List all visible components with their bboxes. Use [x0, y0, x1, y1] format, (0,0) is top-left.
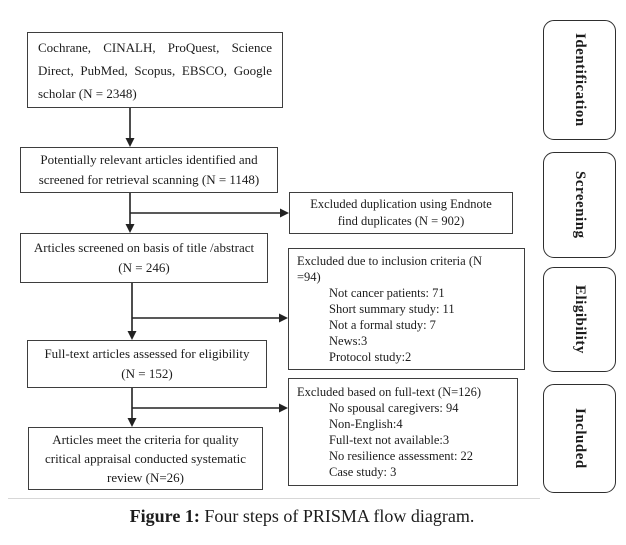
flow-box-screened-retrieval-line: screened for retrieval scanning (N = 1148) [38, 172, 260, 187]
stage-eligibility [543, 267, 616, 372]
arrow-right-icon [279, 404, 288, 413]
exclusion-box-duplicates-line: find duplicates (N = 902) [337, 214, 465, 228]
exclusion-item: Protocol study:2 [329, 350, 412, 364]
stage-included [543, 384, 616, 493]
stage-eligibility-label: Eligibility [572, 285, 588, 354]
flow-box-included-review [28, 427, 263, 490]
flow-box-included-review-line: Articles meet the criteria for quality [52, 432, 239, 447]
stage-identification-label: Identification [572, 33, 588, 127]
arrow-down-icon [128, 418, 137, 427]
stage-screening-label: Screening [572, 171, 588, 239]
exclusion-item: Non-English:4 [329, 417, 403, 431]
connector-fulltext-to-included [128, 388, 137, 427]
flow-box-screened-retrieval-line: Potentially relevant articles identified and [40, 152, 258, 167]
connector-screened-to-title-abstract [126, 193, 135, 233]
flow-box-title-abstract-line: Articles screened on basis of title /abstract [33, 240, 255, 255]
arrow-down-icon [126, 138, 135, 147]
flow-box-databases-line: Cochrane, CINALH, ProQuest, Science [38, 39, 272, 55]
exclusion-box-fulltext [288, 378, 518, 486]
exclusion-item: Not cancer patients: 71 [329, 286, 445, 300]
arrow-right-icon [280, 209, 289, 218]
arrow-down-icon [128, 331, 137, 340]
stage-screening [543, 152, 616, 258]
divider-line [8, 498, 540, 499]
stage-included-label: Included [572, 408, 588, 469]
exclusion-item: Full-text not available:3 [329, 433, 450, 447]
exclusion-item: Short summary study: 11 [329, 302, 455, 316]
exclusion-item: News:3 [329, 334, 368, 348]
flow-box-title-abstract-line: (N = 246) [118, 260, 170, 275]
figure-caption-label: Figure 1: [129, 506, 200, 526]
exclusion-box-duplicates-line: Excluded duplication using Endnote [310, 197, 492, 211]
exclusion-title: Excluded based on full-text (N=126) [297, 385, 482, 399]
stage-identification [543, 20, 616, 140]
figure-caption [0, 506, 604, 527]
exclusion-box-inclusion-criteria [288, 248, 525, 370]
connector-branch-duplicates [130, 209, 289, 218]
exclusion-title: =94) [297, 270, 321, 284]
flow-box-included-review-line: critical appraisal conducted systematic [44, 451, 247, 466]
figure-caption-text: Four steps of PRISMA flow diagram. [199, 506, 475, 526]
exclusion-box-duplicates [289, 192, 513, 234]
flow-box-fulltext-eligibility-line: Full-text articles assessed for eligibility [44, 346, 250, 361]
flow-box-databases [27, 32, 283, 108]
flow-box-fulltext-eligibility-line: (N = 152) [121, 366, 173, 381]
flow-box-screened-retrieval [20, 147, 278, 193]
flow-box-databases-line: Direct, PubMed, Scopus, EBSCO, Google [38, 62, 272, 78]
connector-branch-inclusion-criteria [132, 314, 288, 323]
exclusion-title: Excluded due to inclusion criteria (N [297, 254, 483, 268]
connector-title-abstract-to-fulltext [128, 283, 137, 340]
flow-box-title-abstract [20, 233, 268, 283]
flow-box-included-review-line: review (N=26) [107, 470, 184, 485]
arrow-down-icon [126, 224, 135, 233]
connector-databases-to-screened [126, 108, 135, 147]
exclusion-item: Not a formal study: 7 [329, 318, 436, 332]
connector-branch-fulltext-excluded [132, 404, 288, 413]
exclusion-item: Case study: 3 [329, 465, 397, 479]
arrow-right-icon [279, 314, 288, 323]
exclusion-item: No spousal caregivers: 94 [329, 401, 459, 415]
flow-box-databases-line: scholar (N = 2348) [38, 85, 137, 101]
exclusion-item: No resilience assessment: 22 [329, 449, 474, 463]
flow-box-fulltext-eligibility [27, 340, 267, 388]
